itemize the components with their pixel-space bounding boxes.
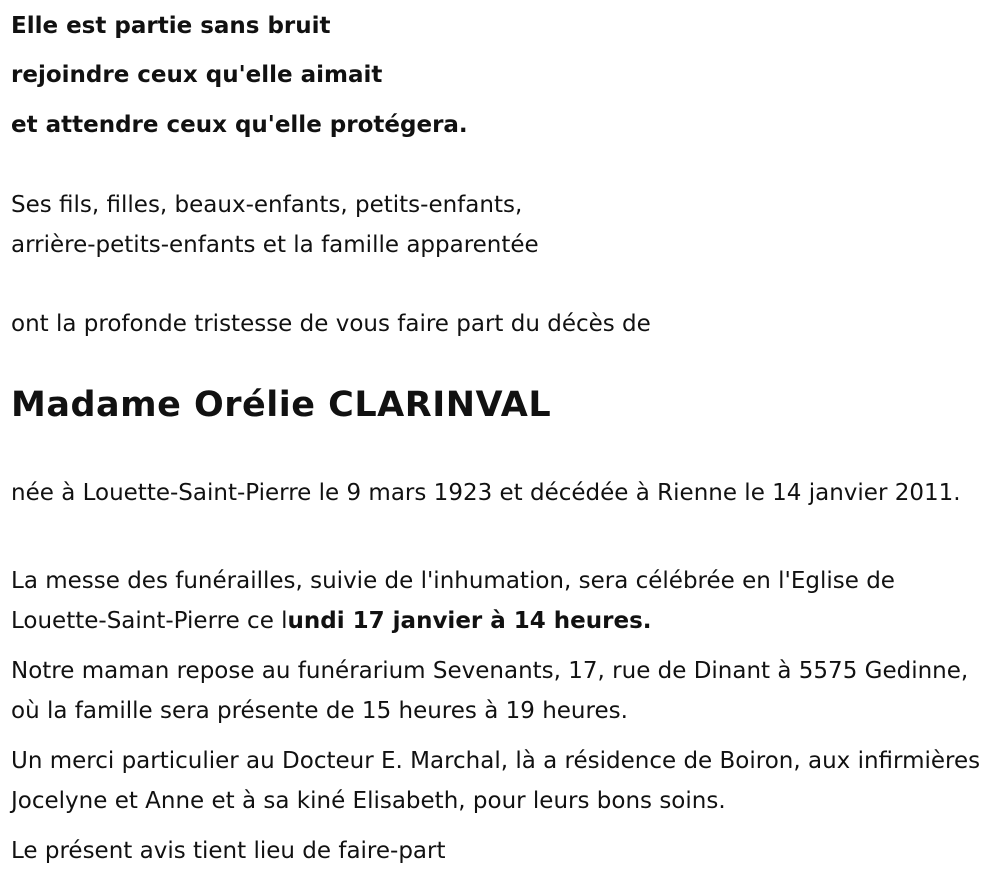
closing-text: Le présent avis tient lieu de faire-part (11, 838, 446, 864)
birth-death-paragraph: née à Louette-Saint-Pierre le 9 mars 1923 et décédée à Rienne le 14 janvier 2011. (11, 480, 961, 506)
funeral-text: La messe des funérailles, suivie de l'inhumation, sera célébrée en l'Eglise de Louette-Saint-Pierre ce l (11, 568, 895, 634)
announcement-text: ont la profonde tristesse de vous faire part du décès de (11, 311, 651, 337)
thanks-paragraph: Un merci particulier au Docteur E. Marchal, là a résidence de Boiron, aux infirmières Jocelyne et Anne et à sa kiné Elisabeth, pour leurs bons soins. (11, 748, 981, 814)
family-line-2: arrière-petits-enfants et la famille apparentée (11, 232, 539, 258)
poem-line-1: Elle est partie sans bruit (11, 13, 331, 39)
funeral-paragraph (11, 561, 991, 641)
family-line-1: Ses fils, filles, beaux-enfants, petits-enfants, (11, 192, 523, 218)
deceased-name: Madame Orélie CLARINVAL (11, 385, 552, 425)
poem-line-2: rejoindre ceux qu'elle aimait (11, 62, 383, 88)
repose-paragraph: Notre maman repose au funérarium Sevenants, 17, rue de Dinant à 5575 Gedinne, où la famille sera présente de 15 heures à 19 heures. (11, 658, 969, 724)
poem-line-3: et attendre ceux qu'elle protégera. (11, 112, 468, 138)
funeral-date: undi 17 janvier à 14 heures. (287, 608, 652, 634)
family-paragraph (11, 185, 991, 265)
